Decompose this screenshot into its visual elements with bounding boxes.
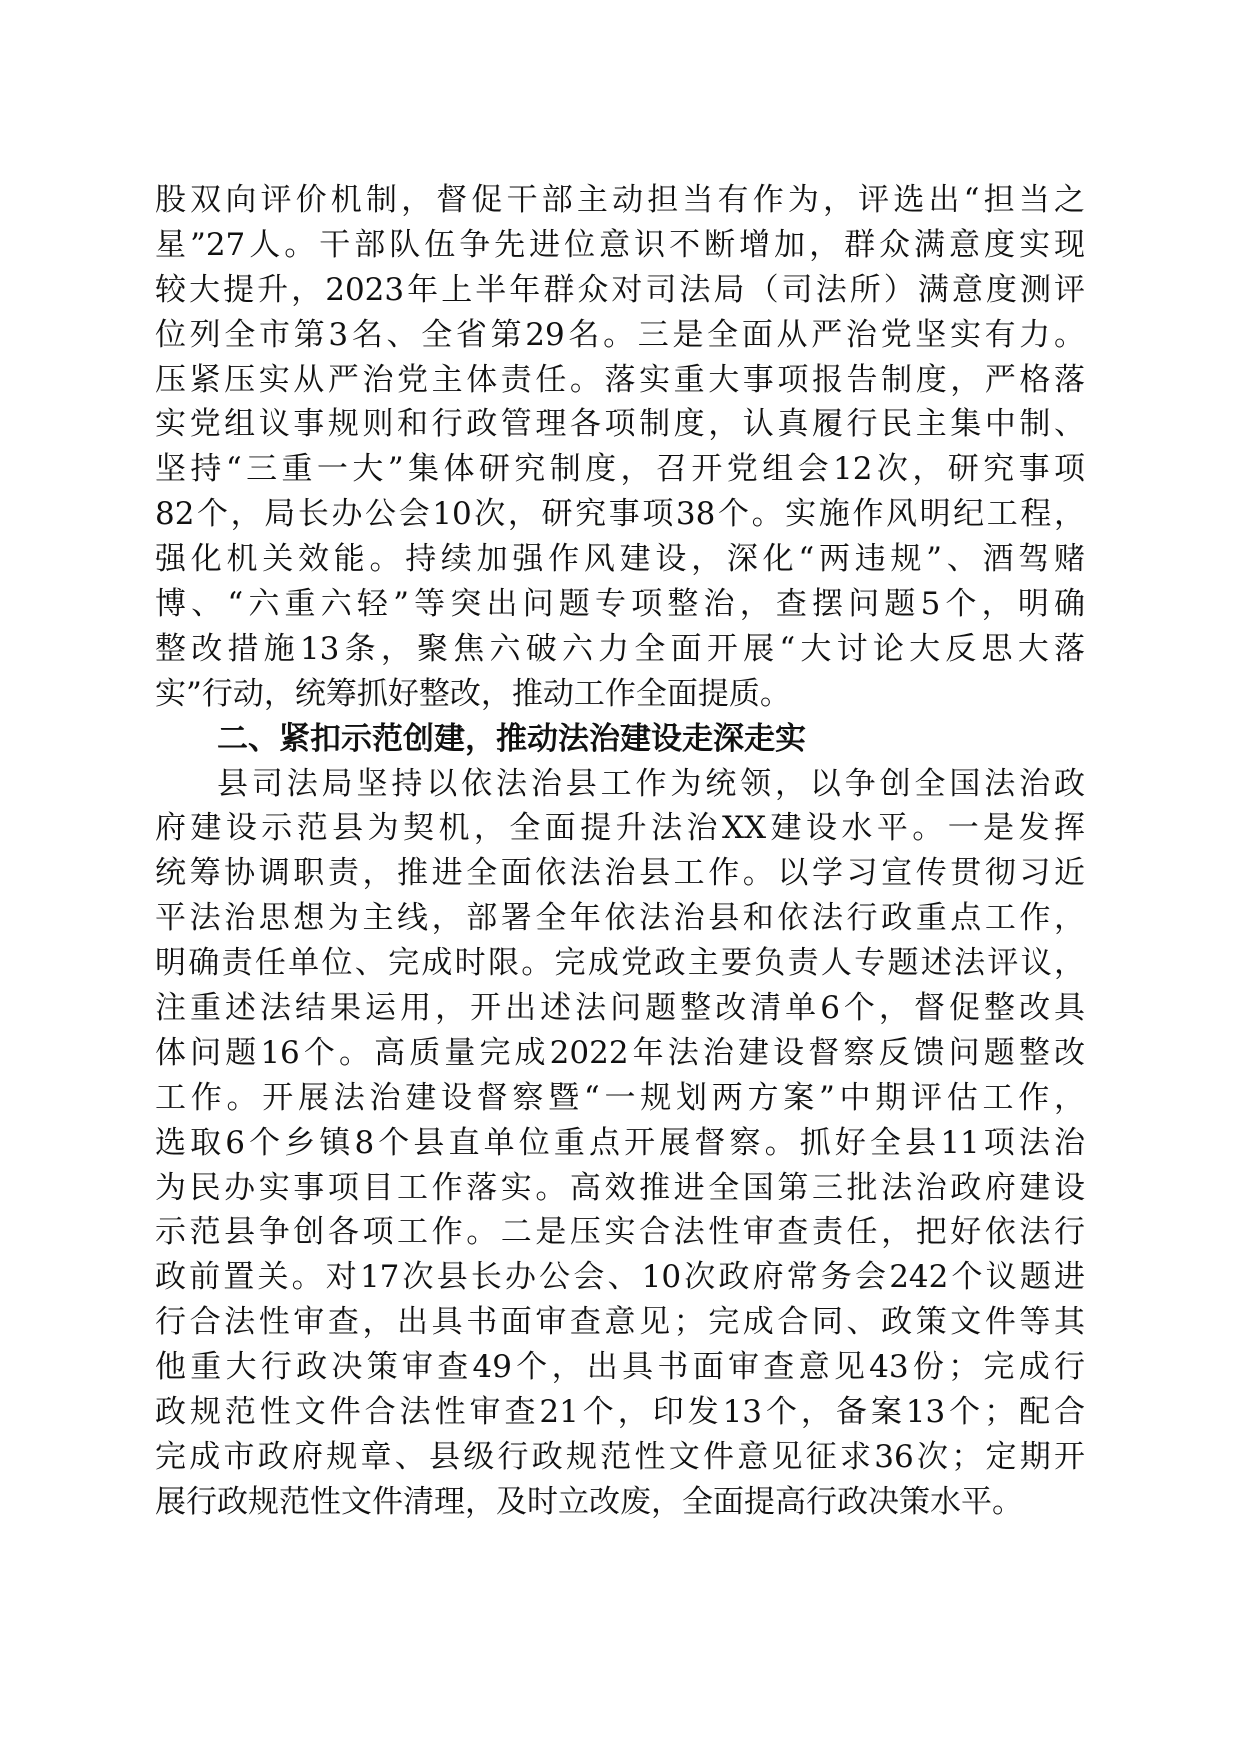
text-line: 压紧压实从严治党主体责任。落实重大事项报告制度，严格落 — [155, 361, 1085, 398]
text-line: 展行政规范性文件清理，及时立改废，全面提高行政决策水平。 — [155, 1483, 1023, 1520]
text-line: 政规范性文件合法性审查21个，印发13个，备案13个；配合 — [155, 1394, 1085, 1431]
text-line: 星”27人。干部队伍争先进位意识不断增加，群众满意度实现 — [155, 226, 1085, 263]
text-line: 统筹协调职责，推进全面依法治县工作。以学习宣传贯彻习近 — [155, 855, 1085, 892]
section-heading: 二、紧扣示范创建，推动法治建设走深走实 — [217, 720, 806, 757]
text-line: 他重大行政决策审查49个，出具书面审查意见43份；完成行 — [155, 1349, 1085, 1386]
text-line: 股双向评价机制，督促干部主动担当有作为，评选出“担当之 — [155, 182, 1085, 218]
text-line: 行合法性审查，出具书面审查意见；完成合同、政策文件等其 — [155, 1304, 1085, 1341]
text-line: 县司法局坚持以依法治县工作为统领，以争创全国法治政 — [217, 765, 1085, 802]
text-line: 实”行动，统筹抓好整改，推动工作全面提质。 — [155, 675, 791, 712]
text-line: 整改措施13条，聚焦六破六力全面开展“大讨论大反思大落 — [155, 630, 1085, 667]
text-line: 为民办实事项目工作落实。高效推进全国第三批法治政府建设 — [155, 1169, 1085, 1206]
text-line: 选取6个乡镇8个县直单位重点开展督察。抓好全县11项法治 — [155, 1124, 1085, 1161]
text-line: 政前置关。对17次县长办公会、10次政府常务会242个议题进 — [155, 1259, 1085, 1296]
text-line: 注重述法结果运用，开出述法问题整改清单6个，督促整改具 — [155, 990, 1085, 1027]
text-line: 平法治思想为主线，部署全年依法治县和依法行政重点工作， — [155, 900, 1085, 937]
document-body — [155, 178, 1085, 1525]
text-line: 位列全市第3名、全省第29名。三是全面从严治党坚实有力。 — [155, 316, 1085, 353]
text-line: 实党组议事规则和行政管理各项制度，认真履行民主集中制、 — [155, 406, 1085, 443]
text-line: 强化机关效能。持续加强作风建设，深化“两违规”、酒驾赌 — [155, 541, 1085, 578]
text-line: 明确责任单位、完成时限。完成党政主要负责人专题述法评议， — [155, 945, 1085, 982]
text-line: 较大提升，2023年上半年群众对司法局（司法所）满意度测评 — [155, 271, 1085, 308]
text-line: 示范县争创各项工作。二是压实合法性审查责任，把好依法行 — [155, 1214, 1085, 1251]
text-line: 博、“六重六轻”等突出问题专项整治，查摆问题5个，明确 — [155, 586, 1085, 623]
text-line: 体问题16个。高质量完成2022年法治建设督察反馈问题整改 — [155, 1034, 1085, 1071]
text-line: 府建设示范县为契机，全面提升法治XX建设水平。一是发挥 — [155, 810, 1085, 847]
text-line: 完成市政府规章、县级行政规范性文件意见征求36次；定期开 — [155, 1438, 1085, 1475]
text-line: 坚持“三重一大”集体研究制度，召开党组会12次，研究事项 — [155, 451, 1085, 488]
text-line: 82个，局长办公会10次，研究事项38个。实施作风明纪工程， — [155, 496, 1085, 533]
text-line: 工作。开展法治建设督察暨“一规划两方案”中期评估工作， — [155, 1079, 1085, 1116]
